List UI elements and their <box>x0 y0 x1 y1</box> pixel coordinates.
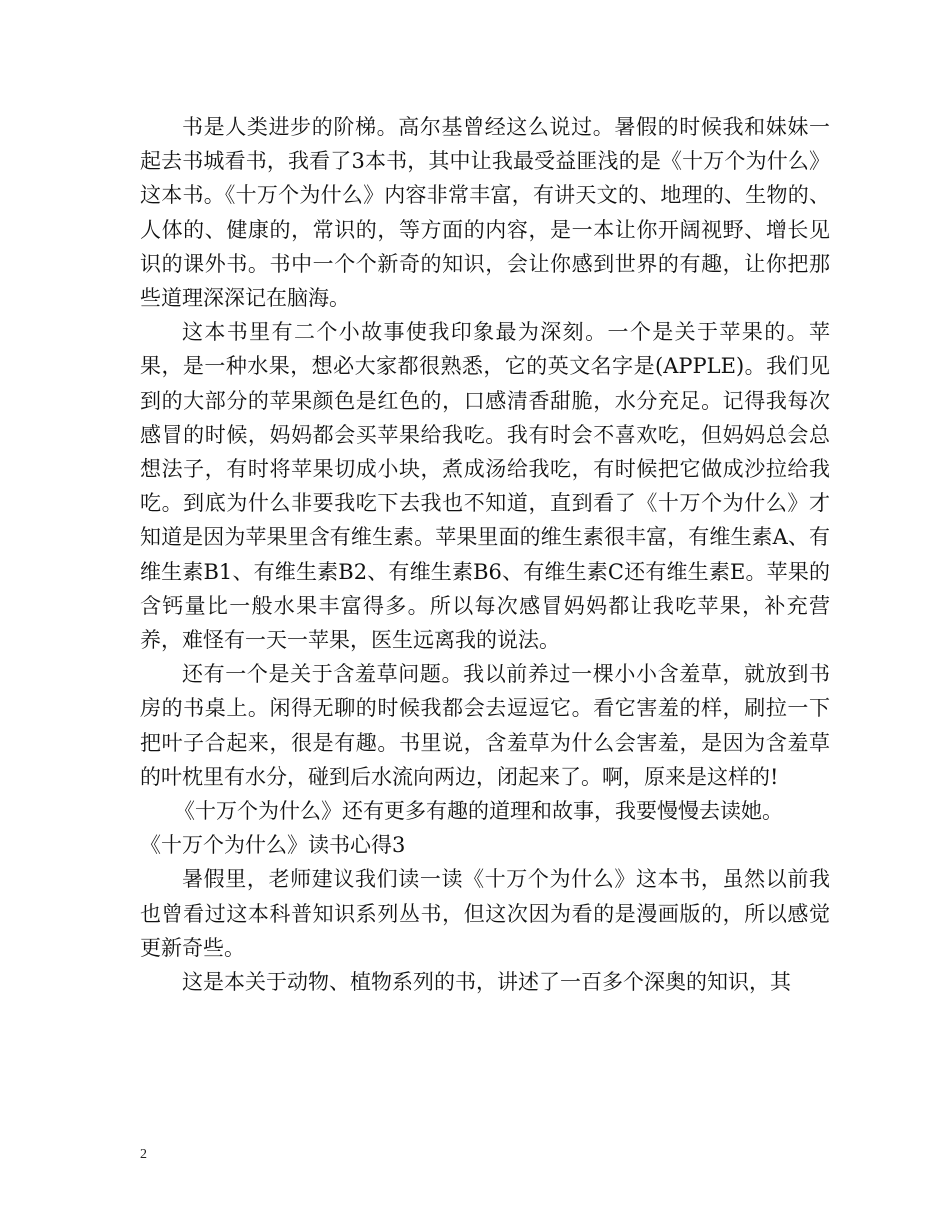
paragraph-mimosa-story: 还有一个是关于含羞草问题。我以前养过一棵小小含羞草，就放到书房的书桌上。闲得无聊的时候我都会去逗逗它。看它害羞的样，刷拉一下把叶子合起来，很是有趣。书里说，含羞草为什么会害羞，是因为含羞草的叶枕里有水分，碰到后水流向两边，闭起来了。啊，原来是这样的! <box>140 662 830 789</box>
section-heading: 《十万个为什么》读书心得3 <box>140 833 406 858</box>
paragraph-summer-reading: 暑假里，老师建议我们读一读《十万个为什么》这本书，虽然以前我也曾看过这本科普知识系列丛书，但这次因为看的是漫画版的，所以感觉更新奇些。 <box>140 867 830 960</box>
paragraph-conclusion: 《十万个为什么》还有更多有趣的道理和故事，我要慢慢去读她。 <box>174 799 783 824</box>
paragraph-book-description: 这是本关于动物、植物系列的书，讲述了一百多个深奥的知识，其 <box>182 970 791 995</box>
paragraph-apple-story: 这本书里有二个小故事使我印象最为深刻。一个是关于苹果的。苹果，是一种水果，想必大家都很熟悉，它的英文名字是(APPLE)。我们见到的大部分的苹果颜色是红色的，口感清香甜脆，水分充足。记得我每次感冒的时候，妈妈都会买苹果给我吃。我有时会不喜欢吃，但妈妈总会总想法子，有时将苹果切成小块，煮成汤给我吃，有时候把它做成沙拉给我吃。到底为什么非要我吃下去我也不知道，直到看了《十万个为什么》才知道是因为苹果里含有维生素。苹果里面的维生素很丰富，有维生素A、有维生素B1、有维生素B2、有维生素B6、有维生素C还有维生素E。苹果的含钙量比一般水果丰富得多。所以每次感冒妈妈都让我吃苹果，补充营养，难怪有一天一苹果，医生远离我的说法。 <box>140 320 830 653</box>
page-number: 2 <box>140 1147 147 1162</box>
document-body <box>140 110 830 999</box>
paragraph-intro: 书是人类进步的阶梯。高尔基曾经这么说过。暑假的时候我和妹妹一起去书城看书，我看了3本书，其中让我最受益匪浅的是《十万个为什么》这本书。《十万个为什么》内容非常丰富，有讲天文的、地理的、生物的、人体的、健康的，常识的，等方面的内容，是一本让你开阔视野、增长见识的课外书。书中一个个新奇的知识，会让你感到世界的有趣，让你把那些道理深深记在脑海。 <box>140 115 830 311</box>
